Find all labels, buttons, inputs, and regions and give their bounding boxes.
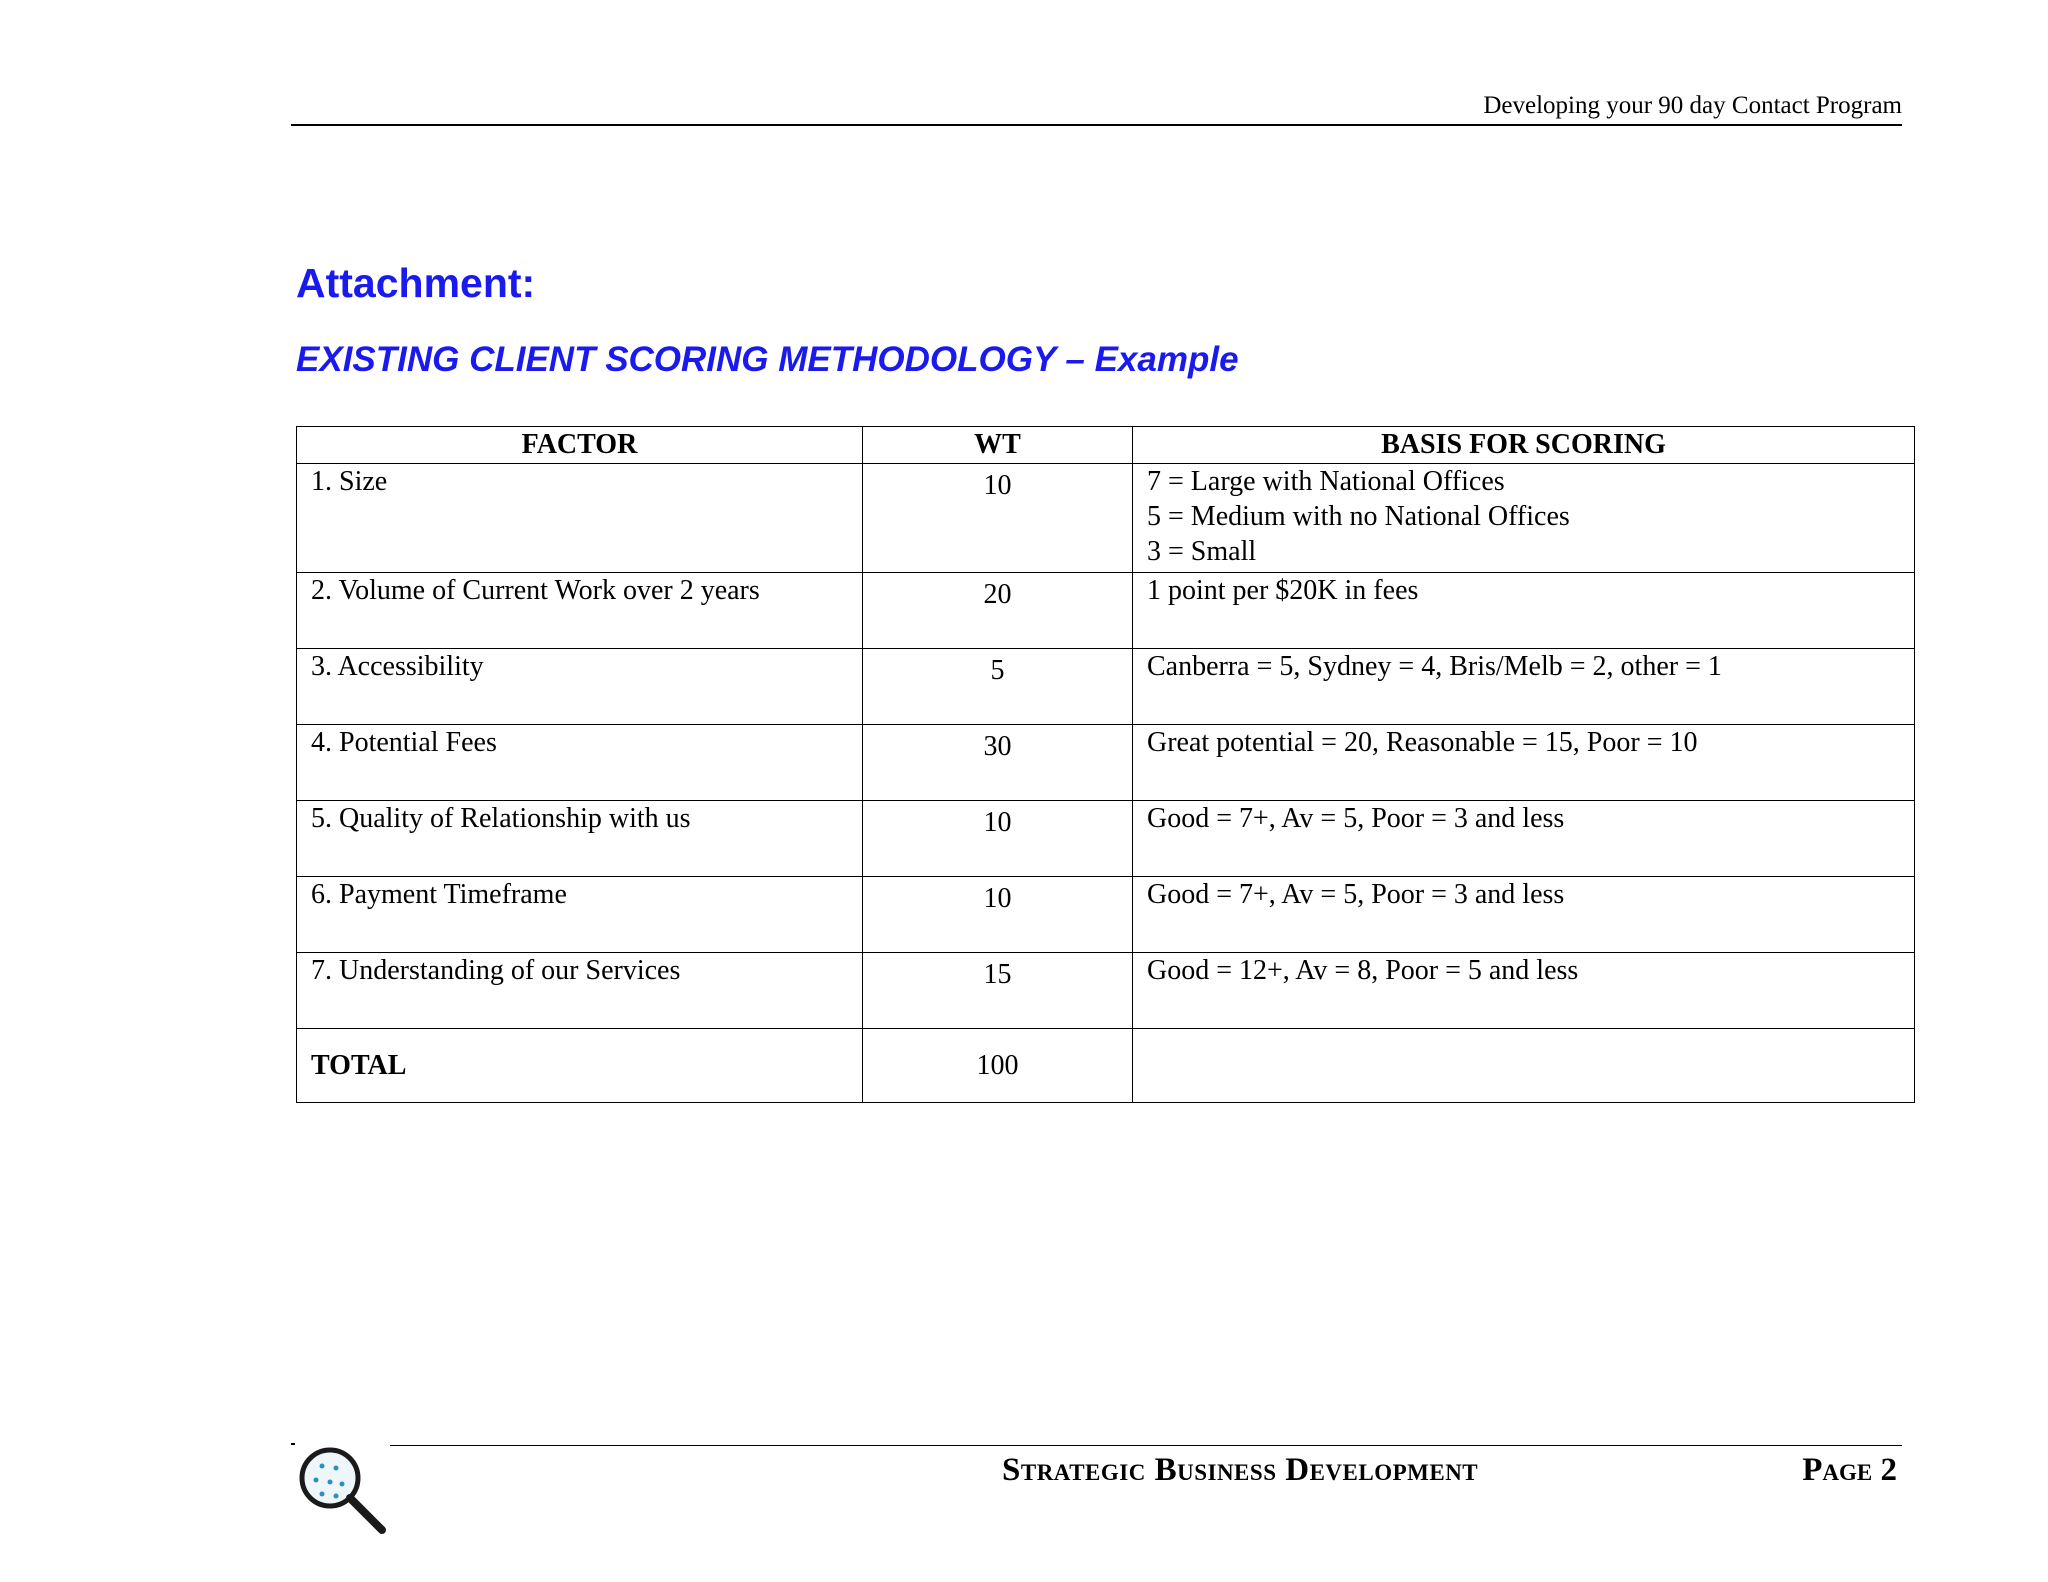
header-title: Developing your 90 day Contact Program [1483,92,1902,119]
weight-value: 30 [983,731,1012,762]
basis-line: 3 = Small [1147,536,1257,567]
weight-cell [863,801,1133,877]
table-row [297,801,1915,877]
basis-cell [1133,725,1915,801]
factor-cell: 6. Payment Timeframe [297,877,863,953]
basis-cell [1133,464,1915,573]
basis-line: Great potential = 20, Reasonable = 15, Poor = 10 [1147,727,1698,758]
footer-title: Strategic Business Development [1002,1452,1479,1488]
header-wt: WT [863,427,1133,464]
total-weight [863,1029,1133,1103]
magnifying-glass-logo-icon [292,1440,392,1540]
weight-cell [863,953,1133,1029]
table-row [297,877,1915,953]
weight-value: 10 [983,470,1012,501]
attachment-subtitle: EXISTING CLIENT SCORING METHODOLOGY – Example [296,340,1239,379]
footer-rule [390,1445,1902,1446]
table-row [297,464,1915,573]
basis-line: 1 point per $20K in fees [1147,575,1419,606]
attachment-title: Attachment: [296,260,536,306]
weight-value: 20 [983,579,1012,610]
page-number: Page 2 [1802,1452,1897,1488]
basis-cell [1133,649,1915,725]
total-basis-cell [1133,1029,1915,1103]
basis-line: Canberra = 5, Sydney = 4, Bris/Melb = 2, other = 1 [1147,651,1722,682]
factor-cell: 1. Size [297,464,863,573]
basis-line: 7 = Large with National Offices [1147,466,1505,497]
table-row [297,725,1915,801]
weight-cell [863,464,1133,573]
weight-value: 15 [983,959,1012,990]
weight-value: 10 [983,807,1012,838]
weight-value: 5 [990,655,1005,686]
table-row [297,573,1915,649]
weight-cell [863,649,1133,725]
basis-cell [1133,801,1915,877]
factor-cell: 7. Understanding of our Services [297,953,863,1029]
factor-cell: 2. Volume of Current Work over 2 years [297,573,863,649]
total-weight-value: 100 [976,1050,1019,1081]
factor-cell: 5. Quality of Relationship with us [297,801,863,877]
weight-value: 10 [983,883,1012,914]
factor-cell: 3. Accessibility [297,649,863,725]
basis-cell [1133,877,1915,953]
basis-line: Good = 12+, Av = 8, Poor = 5 and less [1147,955,1579,986]
table-row [297,953,1915,1029]
weight-cell [863,573,1133,649]
basis-cell [1133,953,1915,1029]
basis-line: 5 = Medium with no National Offices [1147,501,1570,532]
header-factor: FACTOR [297,427,863,464]
header-rule [291,124,1902,126]
table-row [297,649,1915,725]
basis-line: Good = 7+, Av = 5, Poor = 3 and less [1147,879,1565,910]
basis-cell [1133,573,1915,649]
scoring-table [296,426,1915,1103]
factor-cell: 4. Potential Fees [297,725,863,801]
weight-cell [863,725,1133,801]
weight-cell [863,877,1133,953]
basis-line: Good = 7+, Av = 5, Poor = 3 and less [1147,803,1565,834]
total-label: TOTAL [297,1029,863,1103]
header-basis: BASIS FOR SCORING [1133,427,1915,464]
table-total-row [297,1029,1915,1103]
table-header-row [297,427,1915,464]
